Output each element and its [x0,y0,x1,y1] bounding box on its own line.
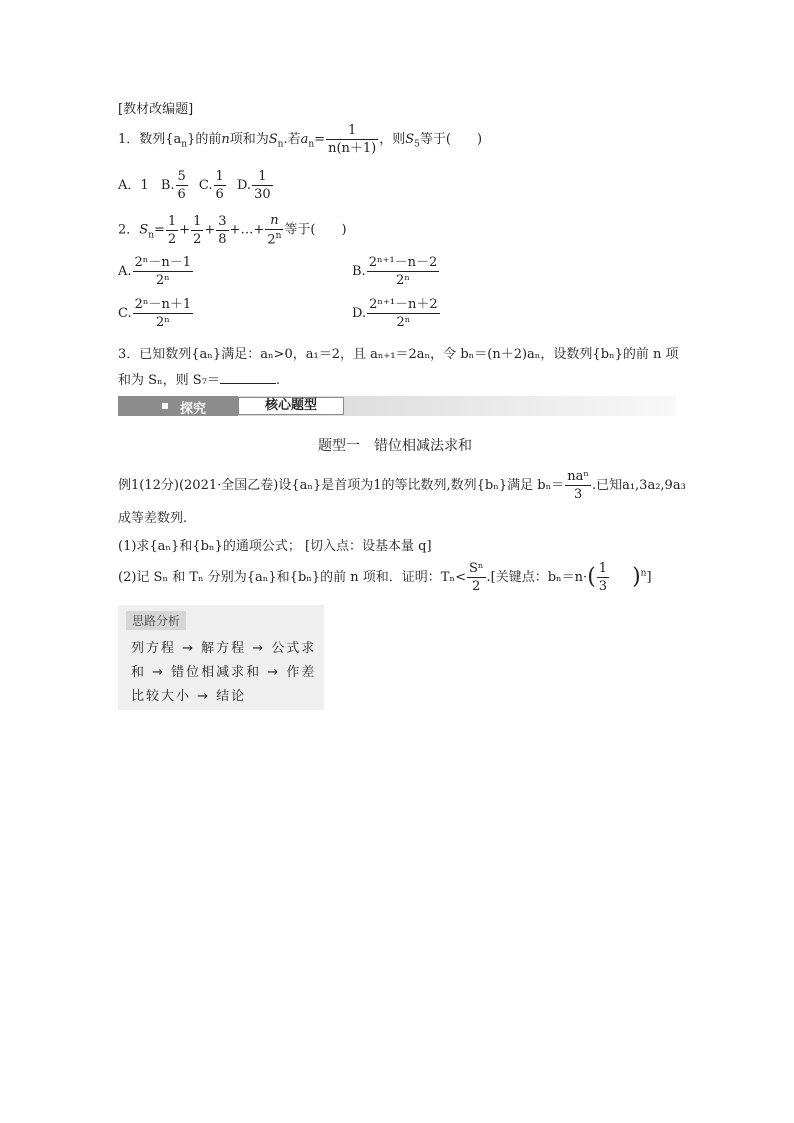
example-line1 [118,470,686,501]
example-line1-text: 例1(12分)(2021·全国乙卷)设{aₙ}是首项为1的等比数列,数列{bₙ}满足 bₙ＝ [118,478,565,493]
q1-var-a: a [300,132,309,147]
q1-option-b[interactable] [160,169,189,202]
example-part2-frac-num: Sⁿ [469,561,484,576]
q2-eq: = [153,222,165,238]
q2-option-c-num: 2ⁿ－n＋1 [134,297,192,312]
example-part2-keypoint: .[关键点：bₙ＝n· [486,570,588,585]
q2-plus1: + [179,222,191,238]
question-2 [118,214,347,246]
q2-plus2: + [204,222,216,238]
banner-dark-block [118,396,238,416]
section-title: 题型一 错位相减法求和 [318,438,472,454]
example-line1-end: .已知a₁,3a₂,9a₃ [591,478,686,493]
explore-banner [118,396,676,416]
q2-option-a-den: 2ⁿ [155,273,170,288]
q1-var-n: n [221,132,230,147]
q2-option-c-den: 2ⁿ [155,315,170,330]
answer-blank[interactable] [220,371,276,384]
analysis-line-2: 和 → 错位相减求和 → 作差 [131,665,317,680]
example-part2-text: (2)记 Sₙ 和 Tₙ 分别为{aₙ}和{bₙ}的前 n 项和．证明：Tₙ< [118,570,466,585]
q2-S-sub: n [148,230,154,241]
q2-option-d-label: D. [352,306,367,321]
q1-text-mid3: .若 [283,132,301,147]
right-paren-icon: ) [632,564,641,590]
analysis-line-1: 列方程 → 解方程 → 公式求 [131,641,317,656]
q2-f1-den: 2 [167,231,177,247]
left-paren-icon: ( [587,564,596,590]
q1-sub: n [181,139,188,150]
q1-tail2: 等于( ) [419,132,483,147]
q1-option-c-den: 6 [215,187,224,202]
q2-var-S: S [139,222,149,238]
q1-eq: = [314,132,326,147]
example-line2: 成等差数列. [118,511,188,526]
example-part2-paren-num: 1 [598,561,608,576]
q1-option-c[interactable] [198,169,227,202]
example-part2-paren-den: 3 [598,579,608,594]
example-part2-frac-den: 2 [472,579,481,594]
q1-option-d[interactable] [236,169,274,202]
q1-fraction [326,124,378,155]
q1-S5-sub: 5 [414,139,420,150]
q2-option-d-den: 2ⁿ [396,315,411,330]
q2-option-b[interactable] [352,256,440,287]
q2-plus3: +…+ [229,222,265,238]
q2-f4-num: n [270,213,279,228]
q2-f1-num: 1 [167,213,177,229]
q1-option-b-label: B. [160,178,175,193]
q2-f2-den: 2 [193,231,202,247]
example-part2 [118,562,652,593]
q2-option-a-num: 2ⁿ－n－1 [134,255,192,270]
example-part2-sup: n [640,568,647,579]
q1-S-sub: n [277,139,284,150]
banner-square-icon [162,403,168,409]
q2-lead: 2． [118,222,140,238]
banner-label-core-types: 核心题型 [238,397,344,415]
q1-option-b-num: 5 [177,169,186,184]
example-part1-hint: [切入点：设基本量 q] [304,539,432,554]
q2-option-b-den: 2ⁿ [396,273,410,288]
q2-option-b-label: B. [352,264,366,279]
section-header: [教材改编题] [118,102,194,117]
q1-option-c-num: 1 [215,169,224,184]
example-part2-end: ] [646,570,652,585]
question-3-line2 [118,369,280,388]
q2-f3-den: 8 [218,231,227,247]
q2-f3-num: 3 [218,213,227,229]
example-frac-num: naⁿ [567,469,589,484]
q1-options [118,170,274,201]
q2-f2-num: 1 [193,213,202,229]
q2-option-b-num: 2ⁿ⁺¹－n－2 [368,255,438,270]
example-part1-text: (1)求{aₙ}和{bₙ}的通项公式； [118,539,301,554]
analysis-line-3: 比较大小 → 结论 [131,689,247,704]
q1-option-d-num: 1 [252,170,273,186]
analysis-box [118,605,324,710]
q1-var-S: S [268,132,278,147]
q1-frac-den: n(n＋1) [328,141,377,156]
q1-text-mid2: 项和为 [229,132,269,147]
q2-option-d[interactable] [352,298,441,329]
q1-var-S5: S [405,132,415,147]
example-frac-den: 3 [573,487,583,502]
q1-option-a[interactable]: A．1 [118,178,149,193]
q2-f4-den: 2 [267,232,276,248]
q1-option-b-den: 6 [177,187,186,202]
q1-option-d-label: D. [236,178,252,193]
q1-option-d-den: 30 [254,187,271,202]
q2-option-a-label: A. [118,264,132,279]
q2-option-d-num: 2ⁿ⁺¹－n＋2 [369,297,438,312]
q3-line2-text: 和为 Sₙ，则 S₇＝ [118,373,220,388]
q2-tail: 等于( ) [284,222,347,238]
q1-text-lead: 1．数列{a [118,132,182,147]
question-1 [118,124,482,155]
q1-text-mid: }的前 [187,132,222,147]
q2-f4-den-sup: n [275,231,282,241]
q3-line2-end: . [275,373,281,388]
q1-tail: ，则 [379,132,406,147]
q2-option-a[interactable] [118,256,194,287]
q2-option-c[interactable] [118,298,194,329]
q1-option-c-label: C. [198,178,213,193]
q1-frac-num: 1 [326,124,378,140]
example-part1 [118,535,432,554]
q2-option-c-label: C. [118,306,132,321]
analysis-header: 思路分析 [126,611,186,630]
banner-label-explore: 探究 [180,402,207,417]
question-3-line1: 3．已知数列{aₙ}满足：aₙ>0，a₁＝2，且 aₙ₊₁＝2aₙ，令 bₙ＝(n＋2)aₙ，设数列{bₙ}的前 n 项 [118,347,679,362]
q1-a-sub: n [308,139,315,150]
